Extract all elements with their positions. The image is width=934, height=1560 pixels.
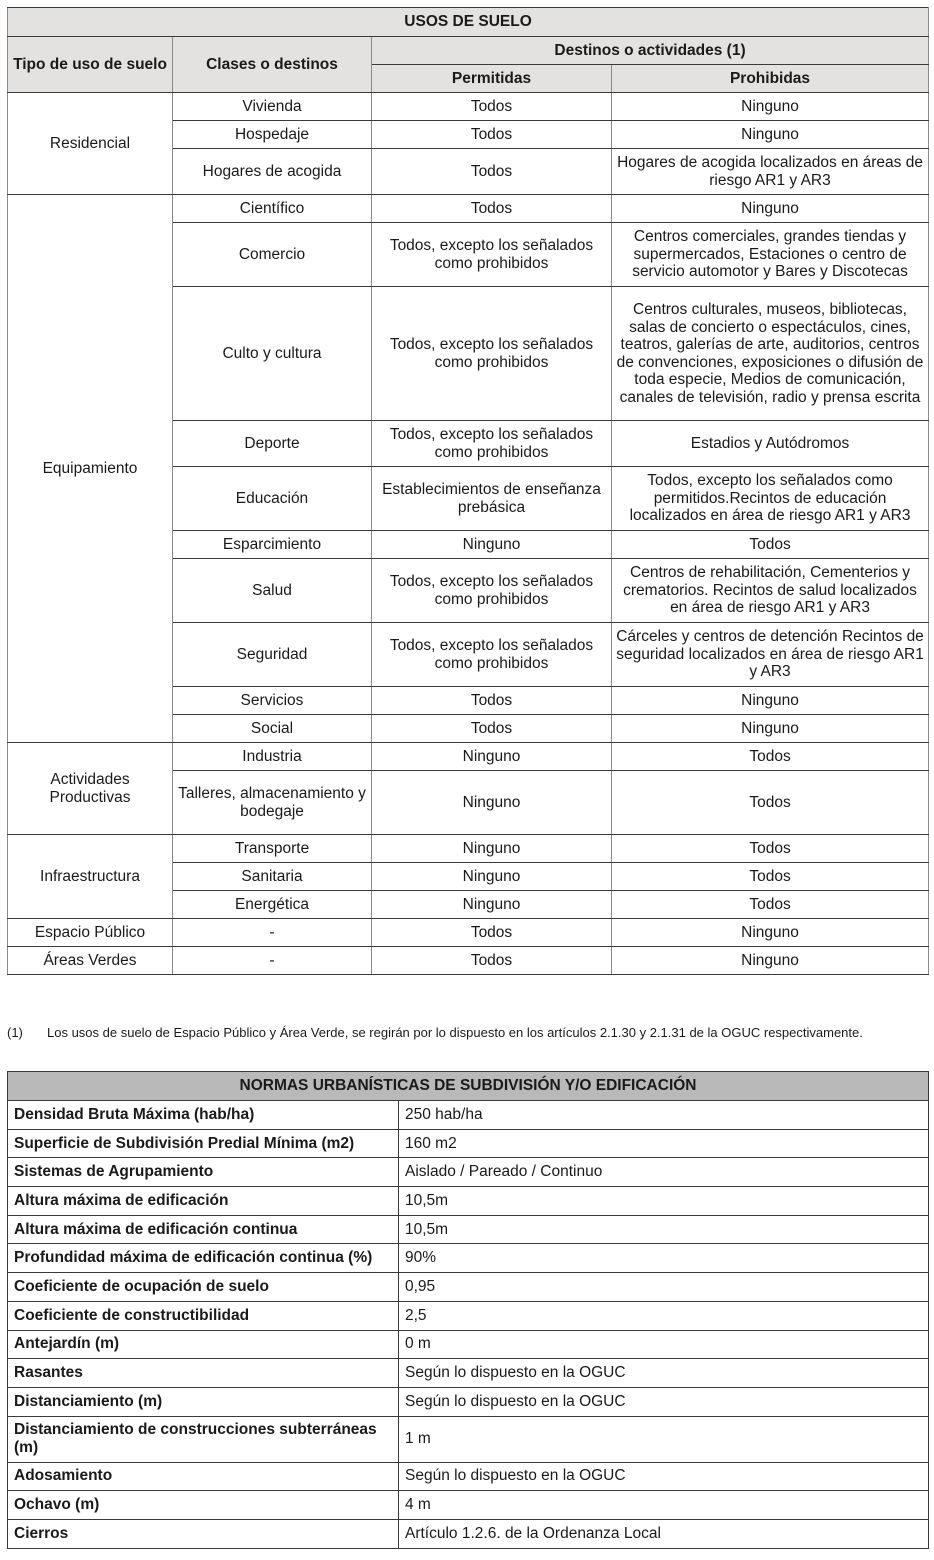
cell-clase: Científico bbox=[173, 195, 372, 223]
cell-prohibidas: Ninguno bbox=[612, 947, 929, 975]
cell-clase: Hogares de acogida bbox=[173, 149, 372, 195]
cell-clase: Deporte bbox=[173, 421, 372, 467]
header-permitidas: Permitidas bbox=[372, 65, 612, 93]
cell-clase: Comercio bbox=[173, 223, 372, 287]
norma-value: 90% bbox=[399, 1244, 929, 1273]
norma-value: 1 m bbox=[399, 1416, 929, 1462]
cell-prohibidas: Ninguno bbox=[612, 715, 929, 743]
cell-prohibidas: Todos bbox=[612, 891, 929, 919]
norma-label: Profundidad máxima de edificación continua (%) bbox=[8, 1244, 399, 1273]
norma-label: Antejardín (m) bbox=[8, 1330, 399, 1359]
norma-value: 250 hab/ha bbox=[399, 1101, 929, 1130]
cell-permitidas: Todos, excepto los señalados como prohibidos bbox=[372, 223, 612, 287]
cell-permitidas: Ninguno bbox=[372, 771, 612, 835]
norma-label: Cierros bbox=[8, 1519, 399, 1548]
usos-table-title: USOS DE SUELO bbox=[8, 8, 929, 37]
norma-label: Adosamiento bbox=[8, 1462, 399, 1491]
table-row bbox=[8, 1158, 929, 1187]
group-areas-verdes: Áreas Verdes bbox=[8, 947, 173, 975]
cell-prohibidas: Ninguno bbox=[612, 195, 929, 223]
cell-clase: Energética bbox=[173, 891, 372, 919]
cell-clase: Sanitaria bbox=[173, 863, 372, 891]
norma-label: Rasantes bbox=[8, 1359, 399, 1388]
cell-permitidas: Todos, excepto los señalados como prohibidos bbox=[372, 559, 612, 623]
cell-clase: Talleres, almacenamiento y bodegaje bbox=[173, 771, 372, 835]
norma-label: Coeficiente de constructibilidad bbox=[8, 1301, 399, 1330]
header-destinos: Destinos o actividades (1) bbox=[372, 37, 929, 65]
header-prohibidas: Prohibidas bbox=[612, 65, 929, 93]
table-row bbox=[8, 1491, 929, 1520]
norma-value: 4 m bbox=[399, 1491, 929, 1520]
table-row bbox=[8, 1129, 929, 1158]
group-actividades-productivas: Actividades Productivas bbox=[8, 743, 173, 835]
norma-value: Según lo dispuesto en la OGUC bbox=[399, 1462, 929, 1491]
cell-prohibidas: Estadios y Autódromos bbox=[612, 421, 929, 467]
cell-permitidas: Ninguno bbox=[372, 835, 612, 863]
norma-label: Altura máxima de edificación continua bbox=[8, 1215, 399, 1244]
table-row bbox=[8, 743, 929, 771]
table-row bbox=[8, 947, 929, 975]
cell-clase: Seguridad bbox=[173, 623, 372, 687]
cell-permitidas: Todos bbox=[372, 947, 612, 975]
footnote-mark: (1) bbox=[7, 1025, 23, 1040]
cell-prohibidas: Centros de rehabilitación, Cementerios y crematorios. Recintos de salud localizados en área de riesgo AR1 y AR3 bbox=[612, 559, 929, 623]
cell-permitidas: Todos bbox=[372, 715, 612, 743]
norma-label: Sistemas de Agrupamiento bbox=[8, 1158, 399, 1187]
table-row bbox=[8, 1387, 929, 1416]
table-row bbox=[8, 919, 929, 947]
cell-prohibidas: Todos, excepto los señalados como permitidos.Recintos de educación localizados en área de riesgo AR1 y AR3 bbox=[612, 467, 929, 531]
cell-clase: Culto y cultura bbox=[173, 287, 372, 421]
cell-prohibidas: Ninguno bbox=[612, 93, 929, 121]
cell-prohibidas: Ninguno bbox=[612, 687, 929, 715]
cell-prohibidas: Todos bbox=[612, 531, 929, 559]
cell-clase: Industria bbox=[173, 743, 372, 771]
cell-permitidas: Todos bbox=[372, 919, 612, 947]
norma-value: Según lo dispuesto en la OGUC bbox=[399, 1359, 929, 1388]
cell-clase: Esparcimiento bbox=[173, 531, 372, 559]
norma-label: Distanciamiento (m) bbox=[8, 1387, 399, 1416]
group-residencial: Residencial bbox=[8, 93, 173, 195]
cell-permitidas: Ninguno bbox=[372, 743, 612, 771]
cell-prohibidas: Ninguno bbox=[612, 919, 929, 947]
cell-permitidas: Todos bbox=[372, 687, 612, 715]
cell-prohibidas: Centros comerciales, grandes tiendas y supermercados, Estaciones o centro de servicio automotor y Bares y Discotecas bbox=[612, 223, 929, 287]
table-row bbox=[8, 835, 929, 863]
cell-clase: Hospedaje bbox=[173, 121, 372, 149]
cell-prohibidas: Todos bbox=[612, 835, 929, 863]
norma-value: 0 m bbox=[399, 1330, 929, 1359]
footnote-text: Los usos de suelo de Espacio Público y Área Verde, se regirán por lo dispuesto en los artículos 2.1.30 y 2.1.31 de la OGUC respectivamente. bbox=[47, 1025, 863, 1040]
cell-clase: Vivienda bbox=[173, 93, 372, 121]
usos-de-suelo-table bbox=[7, 7, 929, 975]
table-row bbox=[8, 1273, 929, 1302]
norma-value: 160 m2 bbox=[399, 1129, 929, 1158]
cell-permitidas: Todos bbox=[372, 93, 612, 121]
cell-permitidas: Todos, excepto los señalados como prohibidos bbox=[372, 421, 612, 467]
cell-clase: Social bbox=[173, 715, 372, 743]
norma-label: Densidad Bruta Máxima (hab/ha) bbox=[8, 1101, 399, 1130]
cell-clase: Educación bbox=[173, 467, 372, 531]
table-row bbox=[8, 1101, 929, 1130]
table-row bbox=[8, 93, 929, 121]
norma-value: 2,5 bbox=[399, 1301, 929, 1330]
norma-value: 10,5m bbox=[399, 1215, 929, 1244]
cell-clase: Salud bbox=[173, 559, 372, 623]
norma-value: Aislado / Pareado / Continuo bbox=[399, 1158, 929, 1187]
group-espacio-publico: Espacio Público bbox=[8, 919, 173, 947]
cell-permitidas: Establecimientos de enseñanza prebásica bbox=[372, 467, 612, 531]
normas-urbanisticas-table bbox=[7, 1071, 929, 1549]
cell-prohibidas: Todos bbox=[612, 743, 929, 771]
cell-permitidas: Ninguno bbox=[372, 863, 612, 891]
norma-value: Según lo dispuesto en la OGUC bbox=[399, 1387, 929, 1416]
cell-permitidas: Todos bbox=[372, 121, 612, 149]
cell-permitidas: Ninguno bbox=[372, 891, 612, 919]
table-row bbox=[8, 195, 929, 223]
table-row bbox=[8, 1244, 929, 1273]
table-row bbox=[8, 1301, 929, 1330]
norma-label: Altura máxima de edificación bbox=[8, 1187, 399, 1216]
norma-value: Artículo 1.2.6. de la Ordenanza Local bbox=[399, 1519, 929, 1548]
footnote bbox=[7, 1025, 928, 1040]
cell-permitidas: Todos, excepto los señalados como prohibidos bbox=[372, 287, 612, 421]
group-infraestructura: Infraestructura bbox=[8, 835, 173, 919]
norma-value: 10,5m bbox=[399, 1187, 929, 1216]
table-row bbox=[8, 1215, 929, 1244]
cell-prohibidas: Cárceles y centros de detención Recintos de seguridad localizados en área de riesgo AR1 y AR3 bbox=[612, 623, 929, 687]
cell-clase: - bbox=[173, 947, 372, 975]
norma-label: Superficie de Subdivisión Predial Mínima (m2) bbox=[8, 1129, 399, 1158]
cell-clase: Servicios bbox=[173, 687, 372, 715]
norma-label: Coeficiente de ocupación de suelo bbox=[8, 1273, 399, 1302]
table-row bbox=[8, 1519, 929, 1548]
cell-permitidas: Todos bbox=[372, 149, 612, 195]
cell-permitidas: Ninguno bbox=[372, 531, 612, 559]
cell-prohibidas: Todos bbox=[612, 771, 929, 835]
norma-value: 0,95 bbox=[399, 1273, 929, 1302]
table-row bbox=[8, 1330, 929, 1359]
cell-clase: Transporte bbox=[173, 835, 372, 863]
header-clases: Clases o destinos bbox=[173, 37, 372, 93]
group-equipamiento: Equipamiento bbox=[8, 195, 173, 743]
table-row bbox=[8, 1416, 929, 1462]
normas-table-title: NORMAS URBANÍSTICAS DE SUBDIVISIÓN Y/O EDIFICACIÓN bbox=[8, 1072, 929, 1101]
cell-permitidas: Todos bbox=[372, 195, 612, 223]
header-tipo: Tipo de uso de suelo bbox=[8, 37, 173, 93]
table-row bbox=[8, 1359, 929, 1388]
cell-prohibidas: Hogares de acogida localizados en áreas de riesgo AR1 y AR3 bbox=[612, 149, 929, 195]
cell-prohibidas: Ninguno bbox=[612, 121, 929, 149]
norma-label: Ochavo (m) bbox=[8, 1491, 399, 1520]
norma-label: Distanciamiento de construcciones subterráneas (m) bbox=[8, 1416, 399, 1462]
table-row bbox=[8, 1187, 929, 1216]
cell-prohibidas: Todos bbox=[612, 863, 929, 891]
cell-permitidas: Todos, excepto los señalados como prohibidos bbox=[372, 623, 612, 687]
cell-clase: - bbox=[173, 919, 372, 947]
cell-prohibidas: Centros culturales, museos, bibliotecas, salas de concierto o espectáculos, cines, teatros, galerías de arte, auditorios, centros de convenciones, exposiciones o difusión de toda especie, Medios de comunicación, canales de televisión, radio y prensa escrita bbox=[612, 287, 929, 421]
table-row bbox=[8, 1462, 929, 1491]
